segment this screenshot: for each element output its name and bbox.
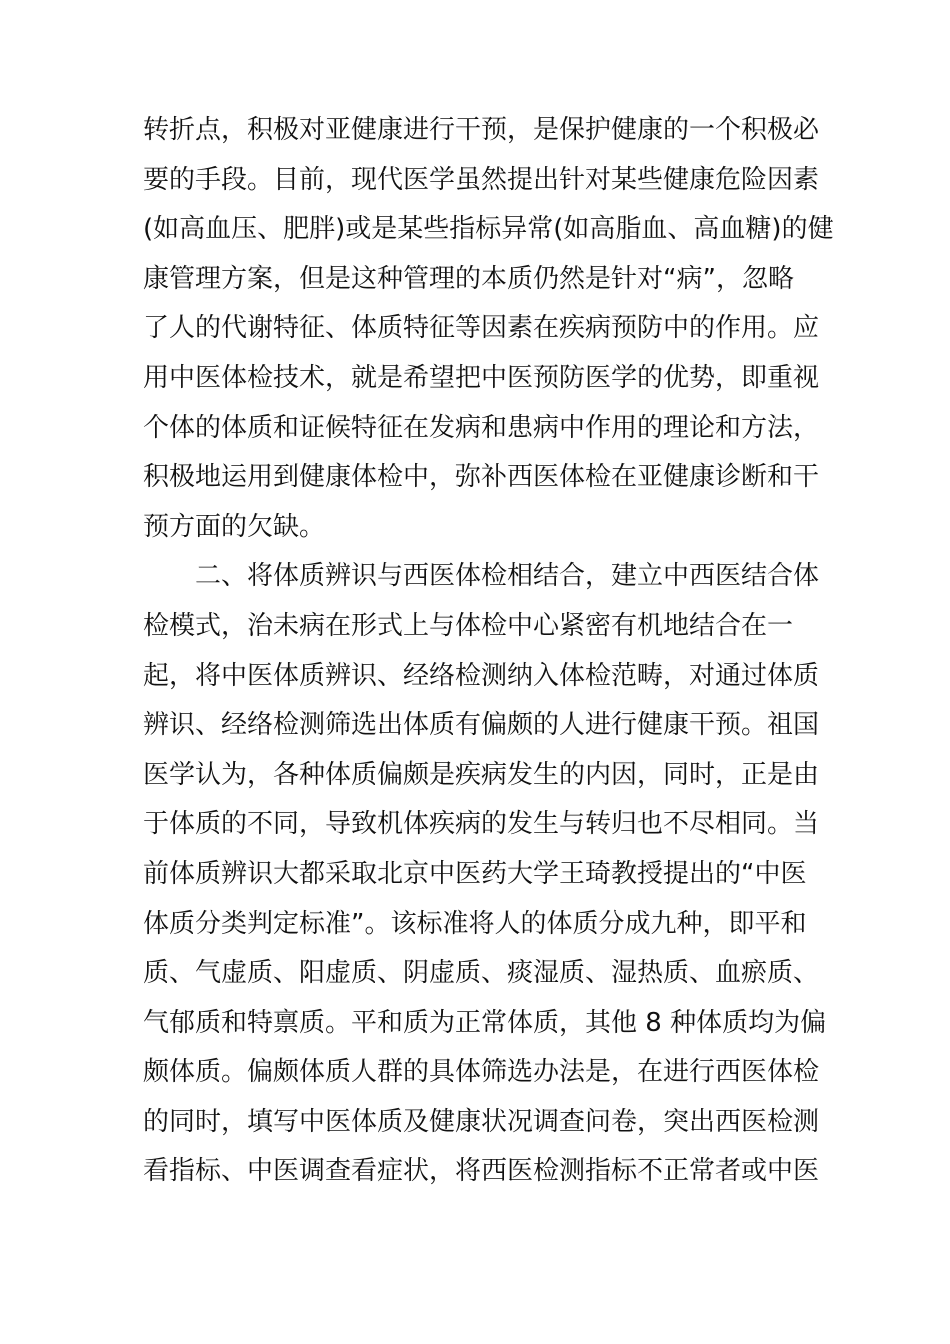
body-text: [143, 106, 843, 1197]
text-line: 要的手段。目前，现代医学虽然提出针对某些健康危险因素: [143, 164, 820, 195]
text-line: 气郁质和特禀质。平和质为正常体质，其他 8 种体质均为偏: [143, 1007, 827, 1038]
text-line: 预方面的欠缺。: [143, 511, 326, 542]
text-line: 用中医体检技术，就是希望把中医预防医学的优势，即重视: [143, 362, 820, 393]
text-line: 个体的体质和证候特征在发病和患病中作用的理论和方法，: [143, 412, 820, 443]
text-line: 检模式，治未病在形式上与体检中心紧密有机地结合在一: [143, 610, 794, 641]
text-line: 起，将中医体质辨识、经络检测纳入体检范畴，对通过体质: [143, 660, 820, 691]
text-line: 质、气虚质、阳虚质、阴虚质、痰湿质、湿热质、血瘀质、: [143, 958, 820, 989]
text-line: 看指标、中医调查看症状，将西医检测指标不正常者或中医: [143, 1156, 820, 1187]
text-line: 于体质的不同，导致机体疾病的发生与转归也不尽相同。当: [143, 809, 820, 840]
text-line: 转折点，积极对亚健康进行干预，是保护健康的一个积极必: [143, 115, 820, 145]
text-line: 颇体质。偏颇体质人群的具体筛选办法是，在进行西医体检: [143, 1057, 820, 1088]
text-line: 医学认为，各种体质偏颇是疾病发生的内因，同时，正是由: [143, 759, 820, 790]
text-line: 了人的代谢特征、体质特征等因素在疾病预防中的作用。应: [143, 313, 820, 344]
text-line: 辨识、经络检测筛选出体质有偏颇的人进行健康干预。祖国: [143, 710, 820, 741]
text-line: 前体质辨识大都采取北京中医药大学王琦教授提出的“中医: [143, 858, 807, 889]
text-line: 康管理方案，但是这种管理的本质仍然是针对“病”，忽略: [143, 263, 794, 294]
text-line: (如高血压、肥胖)或是某些指标异常(如高脂血、高血糖)的健: [143, 214, 834, 245]
text-line: 的同时，填写中医体质及健康状况调查问卷，突出西医检测: [143, 1106, 820, 1137]
text-line: 二、将体质辨识与西医体检相结合，建立中西医结合体: [195, 561, 820, 592]
text-line: 积极地运用到健康体检中，弥补西医体检在亚健康诊断和干: [143, 462, 820, 493]
text-line: 体质分类判定标准”。该标准将人的体质分成九种，即平和: [143, 908, 807, 939]
